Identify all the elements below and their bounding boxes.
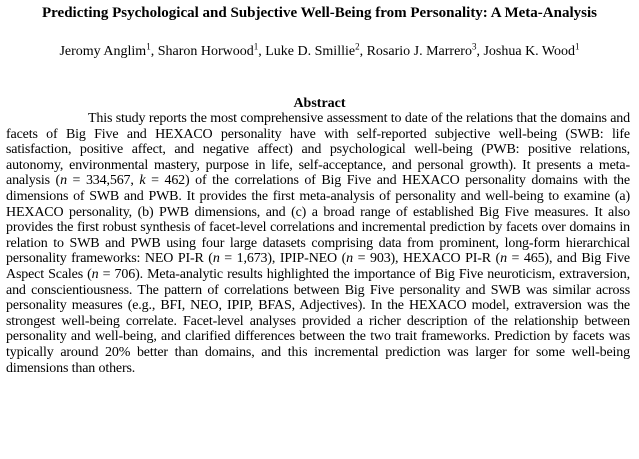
- stat-symbol: n: [91, 266, 99, 282]
- abstract-text: = 903), HEXACO PI-R (: [353, 251, 501, 267]
- stat-symbol: k: [139, 173, 146, 189]
- abstract-text: This study reports the most comprehensive assessment to date of the relations that the domains and facets of Big Five and HEXACO personality have with self-reported subjective well-being (SWB: life satisfaction, positive affect, and negative affect) and psychological well-being (PWB: positive relations, autonomy, environmental mastery, purpose in life, self-acceptance, and personal growth). It presents a meta-analysis (: [6, 111, 630, 189]
- author-name: Luke D. Smillie: [265, 44, 356, 59]
- stat-symbol: n: [500, 251, 507, 267]
- abstract-text: = 1,673), IPIP-NEO (: [219, 251, 347, 267]
- author-name: Joshua K. Wood: [483, 44, 576, 59]
- stat-symbol: n: [346, 251, 354, 267]
- abstract-text: = 465), and Big Five Aspect Scales (: [6, 251, 630, 282]
- affiliation-mark: 3: [471, 41, 477, 52]
- author-list: Jeromy Anglim$^1$, Sharon Horwood$^1$, Luke D. Smillie$^2$, Rosario J. Marrero$^3$, Joshua K. Wood$^1$: [59, 41, 580, 59]
- abstract-heading: Abstract: [293, 96, 346, 111]
- author-name: Sharon Horwood: [157, 44, 254, 59]
- affiliation-mark: 1: [575, 41, 580, 52]
- abstract-text: = 462) of the correlations of Big Five and HEXACO personality domains with the dimensions of SWB and PWB. It provides the first meta-analysis of personality and well-being to examine (a) HEXACO personality, (b) PWB dimensions, and (c) a broad range of established Big Five measures. It also provides the first robust synthesis of facet-level correlations and incremental prediction by facets over domains in relation to SWB and PWB using four large datasets comprising data from prominent, long-form hierarchical personality frameworks: NEO PI-R (: [6, 173, 630, 267]
- stat-symbol: n: [212, 251, 220, 267]
- abstract-text: = 706). Meta-analytic results highlighted the importance of Big Five neuroticism, extraversion, and conscientiousness. The pattern of correlations between Big Five personality and SWB was similar across personality measures (e.g., BFI, NEO, IPIP, BFAS, Adjectives). In the HEXACO model, extraversion was the strongest well-being correlate. Facet-level analyses provided a richer description of the relationship between personality and well-being, and clarified differences between the two trait frameworks. Prediction by facets was typically around 20% better than domains, and this incremental prediction was larger for some well-being dimensions than others.: [6, 266, 630, 376]
- affiliation-mark: 2: [355, 41, 360, 52]
- abstract-body: [6, 111, 630, 376]
- paper-title: Predicting Psychological and Subjective Well-Being from Personality: A Meta-Analysis: [42, 5, 597, 21]
- affiliation-mark: 1: [146, 41, 151, 52]
- stat-symbol: n: [60, 173, 67, 189]
- affiliation-mark: 1: [253, 41, 259, 52]
- author-name: Rosario J. Marrero: [366, 44, 472, 59]
- author-name: Jeromy Anglim: [59, 44, 147, 59]
- abstract-text: = 334,567,: [66, 173, 140, 189]
